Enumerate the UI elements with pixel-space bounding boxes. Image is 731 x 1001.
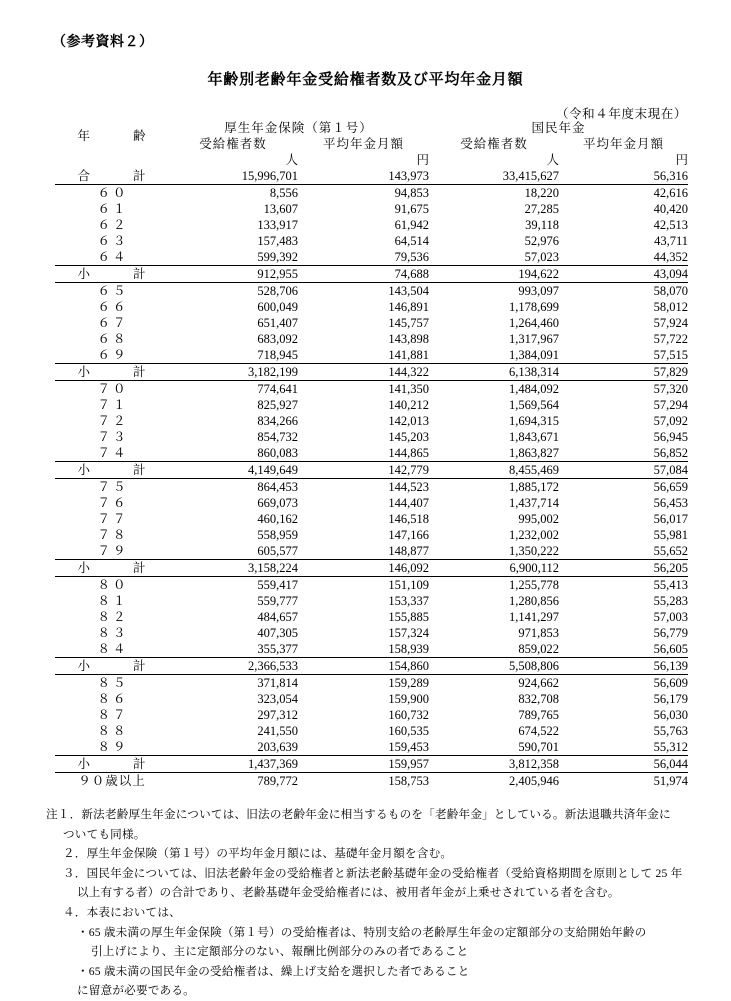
cell-np-recipients: 194,622 (429, 266, 559, 283)
column-header-ep-recipients: 受給権者数 (199, 136, 267, 151)
cell-ep-avg-monthly: 148,877 (298, 543, 429, 560)
units-row (55, 152, 688, 168)
cell-np-avg-monthly: 43,094 (559, 266, 688, 283)
cell-np-avg-monthly: 56,945 (653, 429, 689, 444)
cell-np-avg-monthly: 57,003 (653, 609, 689, 624)
cell-np-recipients: 1,178,699 (509, 299, 560, 314)
cell-np-avg-monthly: 57,515 (559, 347, 688, 364)
cell-np-avg-monthly: 56,779 (653, 625, 689, 640)
row-label-subtotal: 小 計 (55, 462, 168, 479)
cell-np-avg-monthly: 56,605 (559, 641, 688, 658)
cell-np-avg-monthly: 56,030 (653, 707, 689, 722)
cell-np-avg-monthly: 55,413 (653, 577, 689, 592)
cell-np-avg-monthly: 58,012 (653, 299, 689, 314)
cell-ep-recipients: 355,377 (168, 641, 298, 658)
table-row (55, 397, 688, 413)
row-label-age: ６４ (55, 249, 168, 266)
row-label-age: ７２ (97, 413, 129, 428)
cell-np-recipients: 832,708 (518, 691, 560, 706)
cell-np-avg-monthly: 56,044 (559, 756, 688, 773)
cell-ep-avg-monthly: 144,407 (388, 495, 430, 510)
cell-ep-recipients: 1,437,369 (168, 756, 298, 773)
pension-statistics-table (55, 120, 688, 789)
table-row-subtotal (55, 756, 688, 773)
cell-ep-recipients: 825,927 (257, 397, 298, 412)
table-row (55, 331, 688, 347)
cell-np-avg-monthly: 55,283 (653, 593, 689, 608)
row-label-age: ９０歳以上 (78, 773, 146, 788)
unit-ep-recipients: 人 (285, 152, 298, 167)
table-row (55, 217, 688, 233)
cell-np-avg-monthly: 57,320 (653, 381, 689, 396)
row-label-age: ６９ (55, 347, 168, 364)
cell-np-avg-monthly: 55,981 (653, 527, 689, 542)
cell-np-avg-monthly: 55,312 (559, 739, 688, 756)
cell-np-recipients: 1,484,092 (509, 381, 560, 396)
cell-np-recipients: 993,097 (518, 283, 560, 298)
cell-ep-avg-monthly: 140,212 (388, 397, 430, 412)
cell-ep-avg-monthly: 143,898 (388, 331, 430, 346)
table-row (55, 185, 688, 202)
row-label-age: ８６ (97, 691, 129, 706)
row-label-age: ７０ (97, 381, 129, 396)
row-label-age: ６８ (97, 331, 129, 346)
table-body (55, 152, 688, 789)
cell-ep-recipients: 683,092 (257, 331, 298, 346)
footnote-line: ついても同様。 (63, 827, 146, 841)
table-row (55, 249, 688, 266)
cell-np-avg-monthly: 57,829 (559, 364, 688, 381)
cell-ep-avg-monthly: 159,900 (388, 691, 430, 706)
table-row (55, 511, 688, 527)
cell-ep-recipients: 834,266 (257, 413, 298, 428)
footnote-line: 注１．新法老齢厚生年金については、旧法の老齢年金に相当するものを「老齢年金」としている。新法退職共済年金に (46, 808, 671, 821)
cell-ep-recipients: 297,312 (257, 707, 298, 722)
cell-np-avg-monthly: 57,722 (653, 331, 689, 346)
cell-ep-avg-monthly: 94,853 (394, 185, 430, 200)
row-label-age: ７９ (55, 543, 168, 560)
cell-ep-recipients: 599,392 (168, 249, 298, 266)
cell-ep-avg-monthly: 145,757 (388, 315, 430, 330)
table-row-subtotal (55, 560, 688, 577)
row-label-age: ６２ (97, 217, 129, 232)
table-row-subtotal (55, 266, 688, 283)
cell-ep-recipients: 774,641 (257, 381, 298, 396)
table-row (55, 201, 688, 217)
cell-np-avg-monthly: 56,205 (559, 560, 688, 577)
cell-ep-avg-monthly: 145,203 (388, 429, 430, 444)
cell-ep-recipients: 2,366,533 (168, 658, 298, 675)
cell-ep-recipients: 912,955 (168, 266, 298, 283)
cell-ep-recipients: 860,083 (168, 445, 298, 462)
cell-ep-avg-monthly: 142,779 (298, 462, 429, 479)
table-row-subtotal (55, 364, 688, 381)
cell-np-avg-monthly: 57,924 (653, 315, 689, 330)
cell-ep-avg-monthly: 74,688 (298, 266, 429, 283)
cell-ep-recipients: 600,049 (257, 299, 298, 314)
table-row-subtotal (55, 462, 688, 479)
cell-ep-recipients: 3,182,199 (168, 364, 298, 381)
footnote-line: ４．本表においては、 (63, 905, 181, 919)
cell-np-recipients: 8,455,469 (429, 462, 559, 479)
row-label-age: ７８ (97, 527, 129, 542)
cell-ep-avg-monthly: 153,337 (388, 593, 430, 608)
row-label-age: ６０ (97, 185, 129, 200)
cell-ep-recipients: 559,777 (257, 593, 298, 608)
footnote-line: ３．国民年金については、旧法老齢年金の受給権者と新法老齢基礎年金の受給権者（受給資格期間を原則として 25 年 (63, 866, 683, 880)
cell-np-recipients: 1,255,778 (509, 577, 560, 592)
unit-ep-avg-monthly: 円 (416, 152, 430, 167)
cell-ep-recipients: 4,149,649 (168, 462, 298, 479)
table-row (55, 691, 688, 707)
cell-ep-avg-monthly: 154,860 (298, 658, 429, 675)
table-row (55, 381, 688, 398)
row-label-age: ８４ (55, 641, 168, 658)
cell-ep-recipients: 13,607 (263, 201, 298, 216)
cell-np-recipients: 789,765 (518, 707, 560, 722)
document-reference-label: （参考資料２） (52, 35, 154, 50)
cell-np-recipients: 859,022 (429, 641, 559, 658)
table-row (55, 347, 688, 364)
cell-np-avg-monthly: 56,316 (559, 168, 688, 185)
column-header-ep-avg-monthly: 平均年金月額 (323, 136, 405, 151)
column-group-header-national-pension: 国民年金 (531, 120, 586, 135)
table-row (55, 609, 688, 625)
row-label-subtotal: 小 計 (55, 756, 168, 773)
cell-ep-avg-monthly: 79,536 (298, 249, 429, 266)
cell-ep-recipients: 3,158,224 (168, 560, 298, 577)
table-row (55, 527, 688, 543)
cell-ep-avg-monthly: 146,891 (388, 299, 430, 314)
cell-np-recipients: 52,976 (524, 233, 560, 248)
footnote-line: 以上有する者）の合計であり、老齢基礎年金受給権者には、被用者年金が上乗せされている者を含む。 (77, 886, 620, 900)
cell-np-recipients: 1,843,671 (509, 429, 560, 444)
column-header-np-recipients: 受給権者数 (460, 136, 528, 151)
footnote-line: ２．厚生年金保険（第１号）の平均年金月額には、基礎年金月額を含む。 (63, 847, 453, 861)
cell-ep-avg-monthly: 159,453 (298, 739, 429, 756)
row-label-subtotal: 小 計 (55, 266, 168, 283)
cell-np-avg-monthly: 56,179 (653, 691, 689, 706)
page-title: 年齢別老齢年金受給権者数及び平均年金月額 (207, 72, 524, 88)
cell-np-recipients: 2,405,946 (509, 773, 560, 788)
units-row-age-blank (55, 152, 168, 168)
cell-np-avg-monthly: 44,352 (559, 249, 688, 266)
cell-np-recipients: 1,863,827 (429, 445, 559, 462)
table-row (55, 577, 688, 594)
row-label-age: ８７ (97, 707, 129, 722)
cell-ep-avg-monthly: 64,514 (394, 233, 430, 248)
cell-np-recipients: 1,317,967 (509, 331, 560, 346)
cell-ep-recipients: 133,917 (257, 217, 298, 232)
cell-np-avg-monthly: 51,974 (653, 773, 689, 788)
cell-np-recipients: 1,437,714 (509, 495, 560, 510)
row-label-age: ６１ (97, 201, 129, 216)
table-row (55, 429, 688, 445)
table-row (55, 593, 688, 609)
cell-ep-avg-monthly: 146,092 (298, 560, 429, 577)
table-row (55, 299, 688, 315)
cell-ep-recipients: 460,162 (257, 511, 298, 526)
cell-np-recipients: 924,662 (518, 675, 560, 690)
cell-np-recipients: 33,415,627 (429, 168, 559, 185)
table-row (55, 315, 688, 331)
cell-ep-avg-monthly: 143,504 (388, 283, 430, 298)
table-header (55, 120, 688, 152)
table-row (55, 283, 688, 300)
cell-ep-recipients: 407,305 (257, 625, 298, 640)
row-label-age: ８１ (97, 593, 129, 608)
row-label-age: ６３ (97, 233, 129, 248)
cell-np-recipients: 995,002 (518, 511, 560, 526)
cell-np-recipients: 590,701 (429, 739, 559, 756)
row-label-age: ８５ (97, 675, 129, 690)
cell-ep-recipients: 323,054 (257, 691, 298, 706)
table-row-subtotal (55, 658, 688, 675)
cell-ep-avg-monthly: 160,535 (388, 723, 430, 738)
cell-ep-avg-monthly: 144,523 (388, 479, 430, 494)
row-label-total: 合 計 (55, 168, 168, 185)
cell-np-recipients: 1,141,297 (509, 609, 560, 624)
row-label-age: ６７ (97, 315, 129, 330)
column-group-header-employees-pension: 厚生年金保険（第１号） (224, 120, 373, 135)
cell-ep-recipients: 669,073 (257, 495, 298, 510)
cell-np-recipients: 18,220 (524, 185, 560, 200)
cell-ep-avg-monthly: 151,109 (388, 577, 430, 592)
cell-np-avg-monthly: 42,616 (653, 185, 689, 200)
header-row-group (55, 120, 688, 136)
footnote-line: ・65 歳未満の厚生年金保険（第１号）の受給権者は、特別支給の老齢厚生年金の定額部分の支給開始年齢の (77, 925, 647, 939)
cell-ep-avg-monthly: 155,885 (388, 609, 430, 624)
row-label-age: ７７ (97, 511, 129, 526)
cell-ep-recipients: 718,945 (168, 347, 298, 364)
table-row (55, 413, 688, 429)
column-header-np-avg-monthly: 平均年金月額 (583, 136, 665, 151)
cell-np-recipients: 3,812,358 (429, 756, 559, 773)
cell-ep-recipients: 371,814 (257, 675, 298, 690)
cell-ep-avg-monthly: 158,939 (298, 641, 429, 658)
cell-np-avg-monthly: 55,652 (559, 543, 688, 560)
cell-ep-recipients: 8,556 (269, 185, 298, 200)
cell-ep-avg-monthly: 142,013 (388, 413, 430, 428)
cell-np-recipients: 27,285 (524, 201, 560, 216)
cell-np-recipients: 1,280,856 (509, 593, 560, 608)
cell-ep-avg-monthly: 159,289 (388, 675, 430, 690)
cell-np-avg-monthly: 56,659 (653, 479, 689, 494)
row-label-age: ６６ (97, 299, 129, 314)
table-row-90-and-over (55, 773, 688, 790)
row-label-age: ７１ (97, 397, 129, 412)
footnote-line: 引上げにより、主に定額部分のない、報酬比例部分のみの者であること (91, 945, 469, 959)
cell-np-avg-monthly: 56,852 (559, 445, 688, 462)
row-label-age: ８８ (97, 723, 129, 738)
cell-ep-recipients: 854,732 (257, 429, 298, 444)
cell-np-recipients: 6,138,314 (429, 364, 559, 381)
cell-ep-recipients: 651,407 (257, 315, 298, 330)
cell-ep-avg-monthly: 147,166 (388, 527, 430, 542)
cell-ep-recipients: 157,483 (257, 233, 298, 248)
footnote-line: に留意が必要である。 (77, 984, 195, 998)
table-row (55, 625, 688, 641)
cell-ep-avg-monthly: 143,973 (298, 168, 429, 185)
cell-ep-avg-monthly: 91,675 (394, 201, 430, 216)
table-row (55, 543, 688, 560)
table-row (55, 723, 688, 739)
cell-ep-avg-monthly: 144,865 (298, 445, 429, 462)
cell-np-recipients: 971,853 (518, 625, 560, 640)
row-label-age: ８０ (97, 577, 129, 592)
cell-ep-recipients: 15,996,701 (168, 168, 298, 185)
cell-ep-avg-monthly: 159,957 (298, 756, 429, 773)
cell-ep-recipients: 528,706 (257, 283, 298, 298)
table-row (55, 675, 688, 692)
row-label-age: ８２ (97, 609, 129, 624)
cell-ep-recipients: 558,959 (257, 527, 298, 542)
footnote-line: ・65 歳未満の国民年金の受給権者は、繰上げ支給を選択した者であること (77, 964, 470, 978)
cell-ep-avg-monthly: 157,324 (388, 625, 430, 640)
cell-ep-avg-monthly: 141,881 (298, 347, 429, 364)
cell-ep-recipients: 605,577 (168, 543, 298, 560)
table-row (55, 479, 688, 496)
cell-ep-avg-monthly: 158,753 (388, 773, 430, 788)
table-row (55, 445, 688, 462)
row-label-subtotal: 小 計 (55, 364, 168, 381)
cell-ep-recipients: 864,453 (257, 479, 298, 494)
unit-np-recipients: 人 (546, 152, 560, 167)
cell-np-avg-monthly: 57,092 (653, 413, 689, 428)
cell-ep-recipients: 241,550 (257, 723, 298, 738)
row-label-age: ７５ (97, 479, 129, 494)
cell-np-recipients: 39,118 (525, 217, 560, 232)
row-label-age: ６５ (97, 283, 129, 298)
cell-np-recipients: 1,232,002 (509, 527, 560, 542)
cell-np-avg-monthly: 57,294 (653, 397, 689, 412)
cell-np-recipients: 1,350,222 (429, 543, 559, 560)
footnotes (46, 805, 731, 1001)
cell-np-avg-monthly: 56,017 (653, 511, 689, 526)
cell-ep-recipients: 484,657 (257, 609, 298, 624)
cell-np-recipients: 1,885,172 (509, 479, 560, 494)
column-header-age: 年 齢 (77, 128, 152, 143)
cell-np-recipients: 1,264,460 (509, 315, 560, 330)
table-row (55, 495, 688, 511)
row-label-age: ８３ (97, 625, 129, 640)
cell-np-recipients: 1,384,091 (429, 347, 559, 364)
row-label-subtotal: 小 計 (55, 560, 168, 577)
row-label-subtotal: 小 計 (55, 658, 168, 675)
cell-np-avg-monthly: 56,609 (653, 675, 689, 690)
table-row-total (55, 168, 688, 185)
cell-np-avg-monthly: 40,420 (653, 201, 689, 216)
cell-ep-avg-monthly: 61,942 (394, 217, 430, 232)
row-label-age: ７６ (97, 495, 129, 510)
table-row (55, 739, 688, 756)
cell-ep-recipients: 559,417 (257, 577, 298, 592)
row-label-age: ７３ (97, 429, 129, 444)
cell-ep-recipients: 789,772 (257, 773, 298, 788)
cell-np-recipients: 1,569,564 (509, 397, 560, 412)
row-label-age: ７４ (55, 445, 168, 462)
unit-np-avg-monthly: 円 (675, 152, 689, 167)
cell-np-avg-monthly: 56,453 (653, 495, 689, 510)
cell-np-avg-monthly: 57,084 (559, 462, 688, 479)
cell-ep-avg-monthly: 141,350 (388, 381, 430, 396)
cell-np-avg-monthly: 56,139 (559, 658, 688, 675)
cell-np-avg-monthly: 58,070 (653, 283, 689, 298)
cell-np-avg-monthly: 42,513 (653, 217, 689, 232)
cell-np-avg-monthly: 55,763 (653, 723, 689, 738)
cell-ep-avg-monthly: 144,322 (298, 364, 429, 381)
as-of-date-label: （令和４年度末現在） (555, 107, 687, 121)
table-row (55, 641, 688, 658)
cell-np-recipients: 6,900,112 (429, 560, 559, 577)
cell-np-recipients: 5,508,806 (429, 658, 559, 675)
cell-np-avg-monthly: 43,711 (654, 233, 689, 248)
table-row (55, 707, 688, 723)
cell-ep-recipients: 203,639 (168, 739, 298, 756)
cell-np-recipients: 57,023 (429, 249, 559, 266)
table-row (55, 233, 688, 249)
cell-ep-avg-monthly: 146,518 (388, 511, 430, 526)
cell-ep-avg-monthly: 160,732 (388, 707, 430, 722)
cell-np-recipients: 674,522 (518, 723, 560, 738)
cell-np-recipients: 1,694,315 (509, 413, 560, 428)
row-label-age: ８９ (55, 739, 168, 756)
